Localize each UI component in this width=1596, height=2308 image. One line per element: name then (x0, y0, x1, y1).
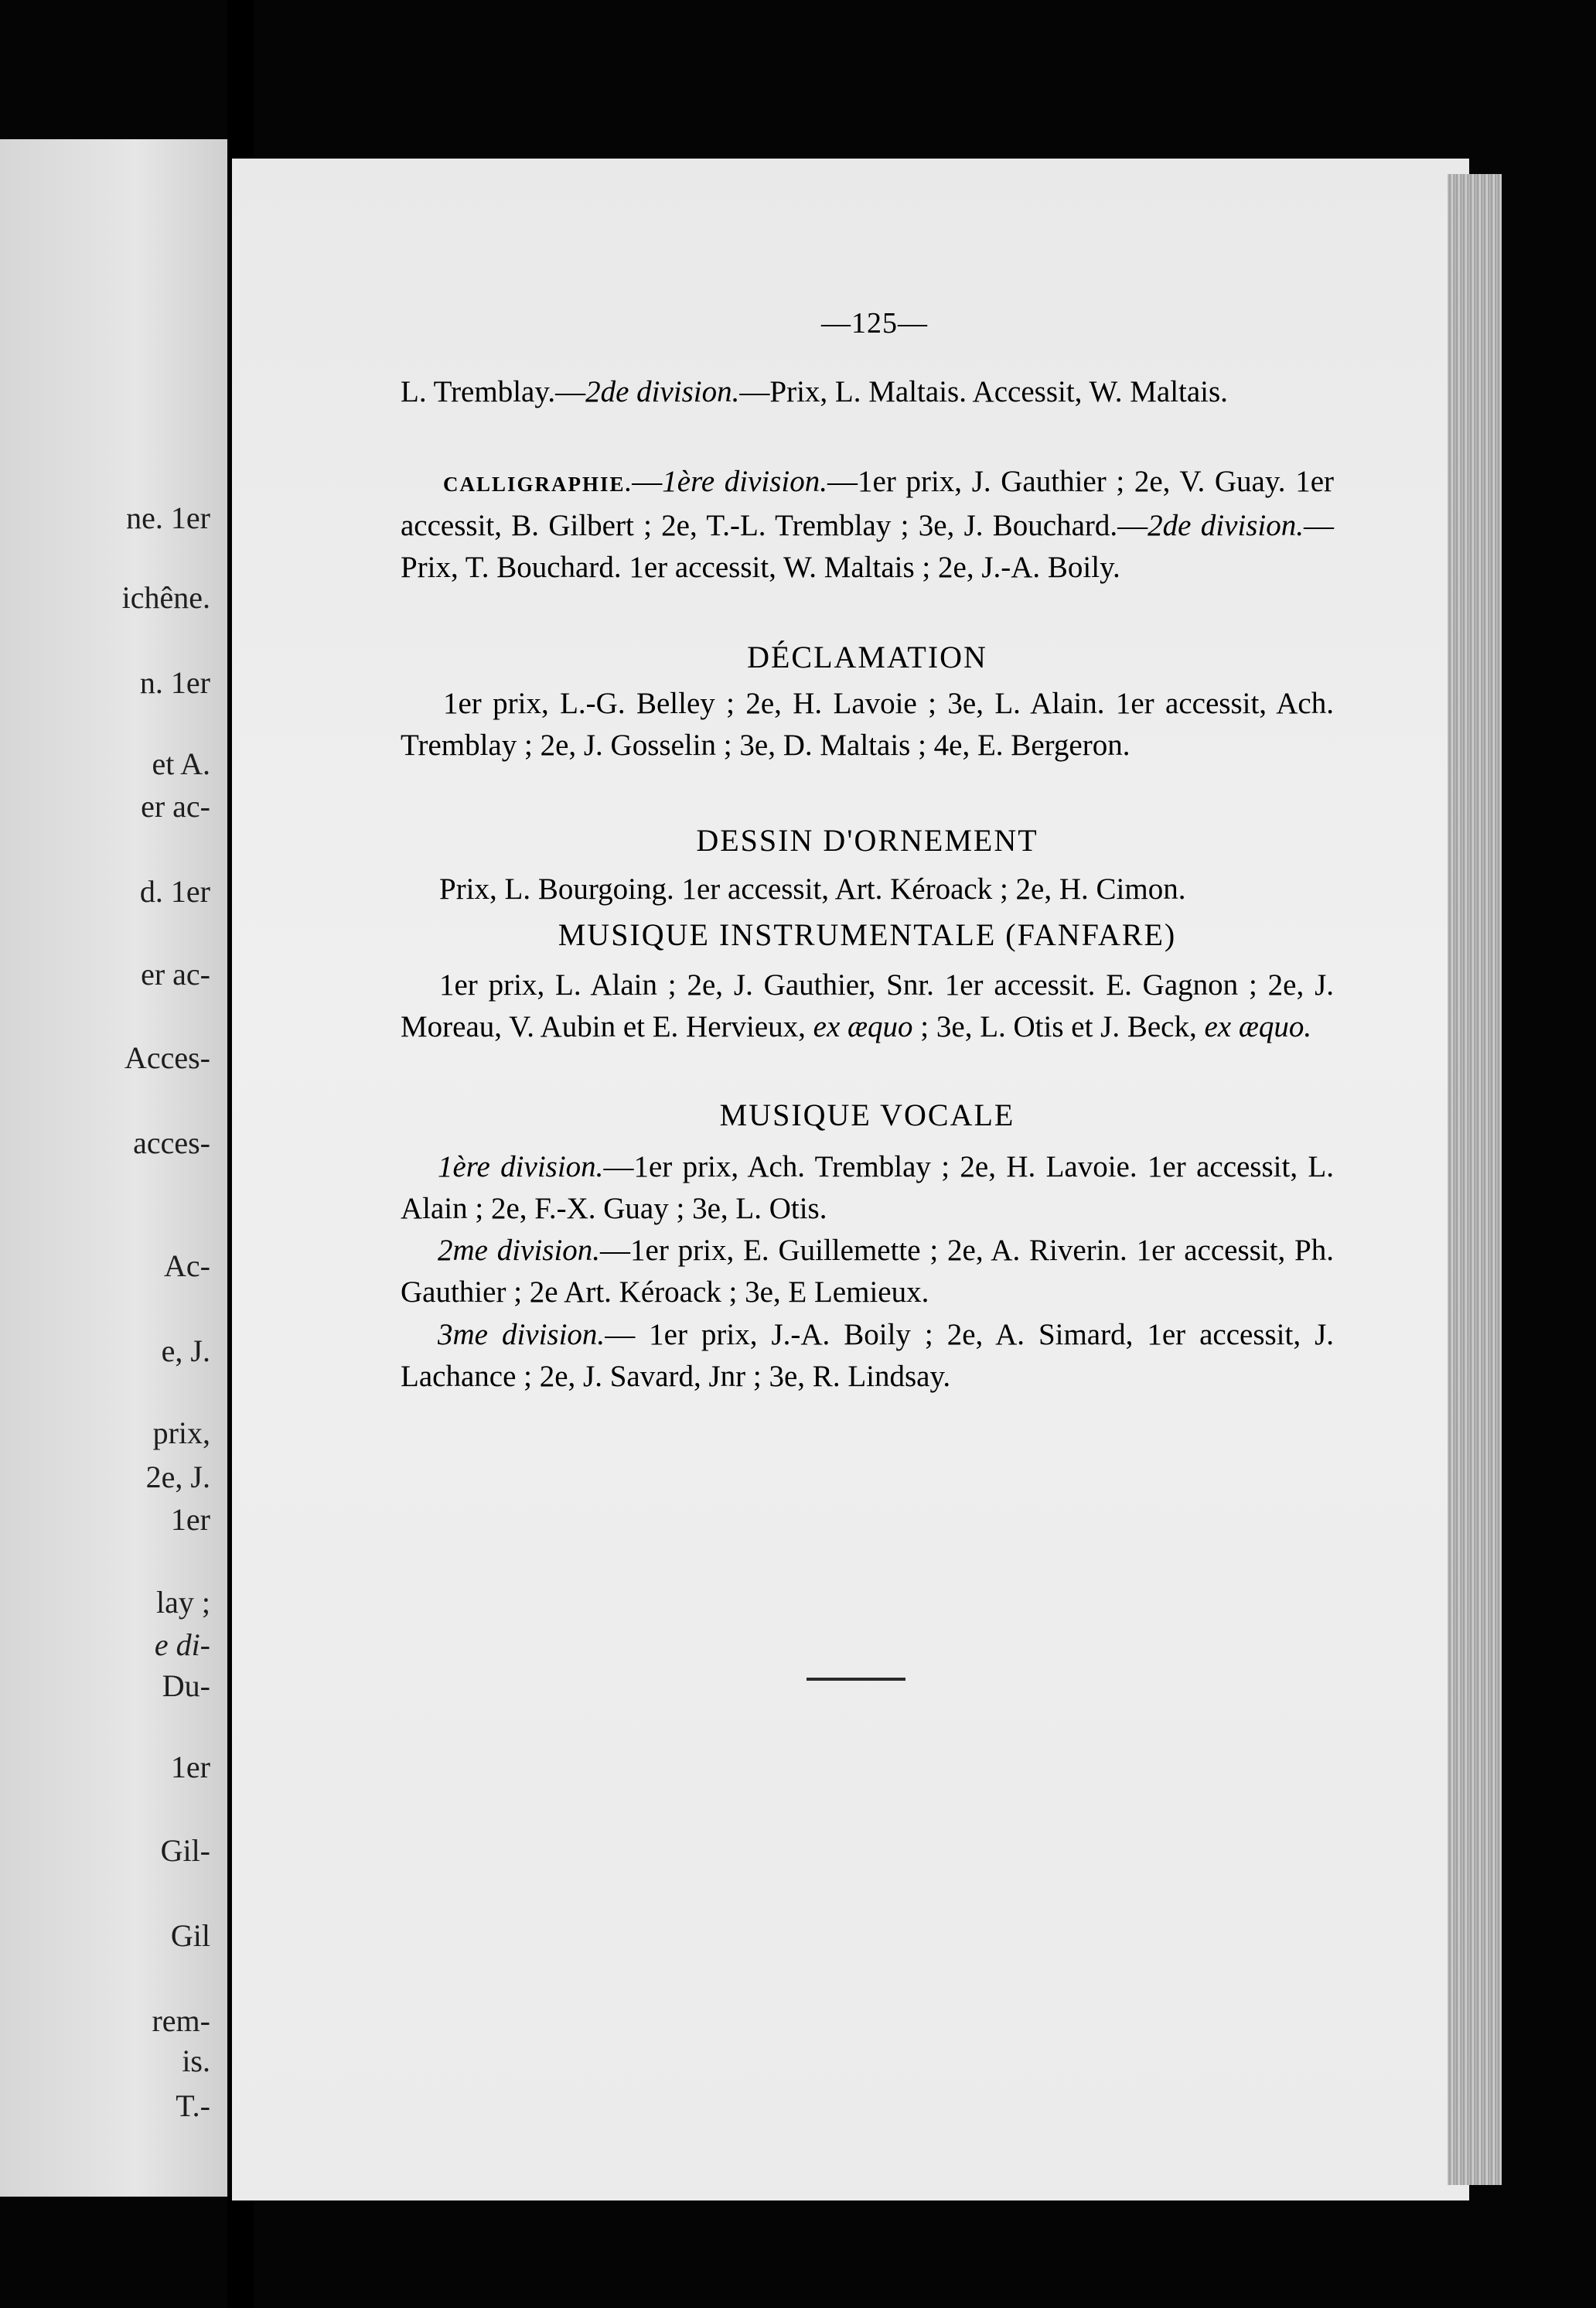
left-fragment: Ac- (164, 1248, 210, 1283)
page-edges (1448, 174, 1502, 2185)
heading-musique-instrumentale: MUSIQUE INSTRUMENTALE (FANFARE) (558, 917, 1177, 952)
left-fragment: ne. 1er (126, 500, 210, 535)
left-fragment: Gil (170, 1918, 210, 1953)
paragraph-musique-instrumentale: 1er prix, L. Alain ; 2e, J. Gauthier, Snr. 1er accessit. E. Gagnon ; 2e, J. Moreau, V. Aubin et E. Hervieux, ex æquo ; 3e, L. Otis et J. Beck, ex æquo. (401, 968, 1334, 1043)
left-fragment: 1er (170, 1750, 210, 1784)
left-fragment: Gil- (160, 1833, 210, 1868)
left-fragment: lay ; (156, 1585, 210, 1620)
left-fragment: d. 1er (139, 874, 210, 909)
previous-page (0, 139, 227, 2197)
left-fragment: T.- (176, 2088, 210, 2123)
page-number: —125— (821, 307, 928, 340)
paragraph-calligraphie: CALLIGRAPHIE.—1ère division.—1er prix, J. Gauthier ; 2e, V. Guay. 1er accessit, B. Gilbert ; 2e, T.-L. Tremblay ; 3e, J. Bouchard.—2de division.—Prix, T. Bouchard. 1er accessit, W. Maltais ; 2e, J.-A. Boily. (401, 465, 1335, 584)
paragraph-vocale-2: 2me division.—1er prix, E. Guillemette ; 2e, A. Riverin. 1er accessit, Ph. Gauthier ; 2e Art. Kéroack ; 3e, E Lemieux. (401, 1234, 1334, 1309)
left-fragment: rem- (152, 2003, 210, 2038)
left-fragment: acces- (133, 1125, 210, 1160)
left-fragment: er ac- (141, 957, 210, 992)
left-fragment: er ac- (141, 789, 210, 824)
left-fragment: Acces- (124, 1040, 210, 1075)
left-fragment: 2e, J. (145, 1460, 210, 1494)
left-fragment: Du- (162, 1668, 210, 1703)
paragraph-vocale-1: 1ère division.—1er prix, Ach. Tremblay ; 2e, H. Lavoie. 1er accessit, L. Alain ; 2e, F.-X. Guay ; 3e, L. Otis. (401, 1150, 1334, 1225)
left-fragment: et A. (152, 746, 210, 781)
heading-declamation: DÉCLAMATION (747, 640, 987, 674)
left-fragment: 1er (170, 1502, 210, 1537)
left-fragment: n. 1er (139, 665, 210, 700)
left-fragment: prix, (152, 1415, 210, 1450)
left-fragment: e, J. (161, 1333, 210, 1368)
left-fragment: e di- (154, 1627, 210, 1662)
paragraph-vocale-3: 3me division.— 1er prix, J.-A. Boily ; 2e, A. Simard, 1er accessit, J. Lachance ; 2e, J. Savard, Jnr ; 3e, R. Lindsay. (401, 1318, 1334, 1393)
heading-dessin: DESSIN D'ORNEMENT (696, 823, 1038, 858)
left-fragment: is. (182, 2043, 210, 2078)
paragraph-dessin: Prix, L. Bourgoing. 1er accessit, Art. Kéroack ; 2e, H. Cimon. (439, 872, 1186, 906)
heading-musique-vocale: MUSIQUE VOCALE (719, 1098, 1015, 1132)
paragraph-intro: L. Tremblay.—2de division.—Prix, L. Maltais. Accessit, W. Maltais. (401, 375, 1228, 408)
end-rule (807, 1678, 905, 1681)
paragraph-declamation: 1er prix, L.-G. Belley ; 2e, H. Lavoie ; 3e, L. Alain. 1er accessit, Ach. Tremblay ; 2e, J. Gosselin ; 3e, D. Maltais ; 4e, E. Bergeron. (401, 687, 1334, 762)
left-fragment: ichêne. (121, 580, 210, 615)
